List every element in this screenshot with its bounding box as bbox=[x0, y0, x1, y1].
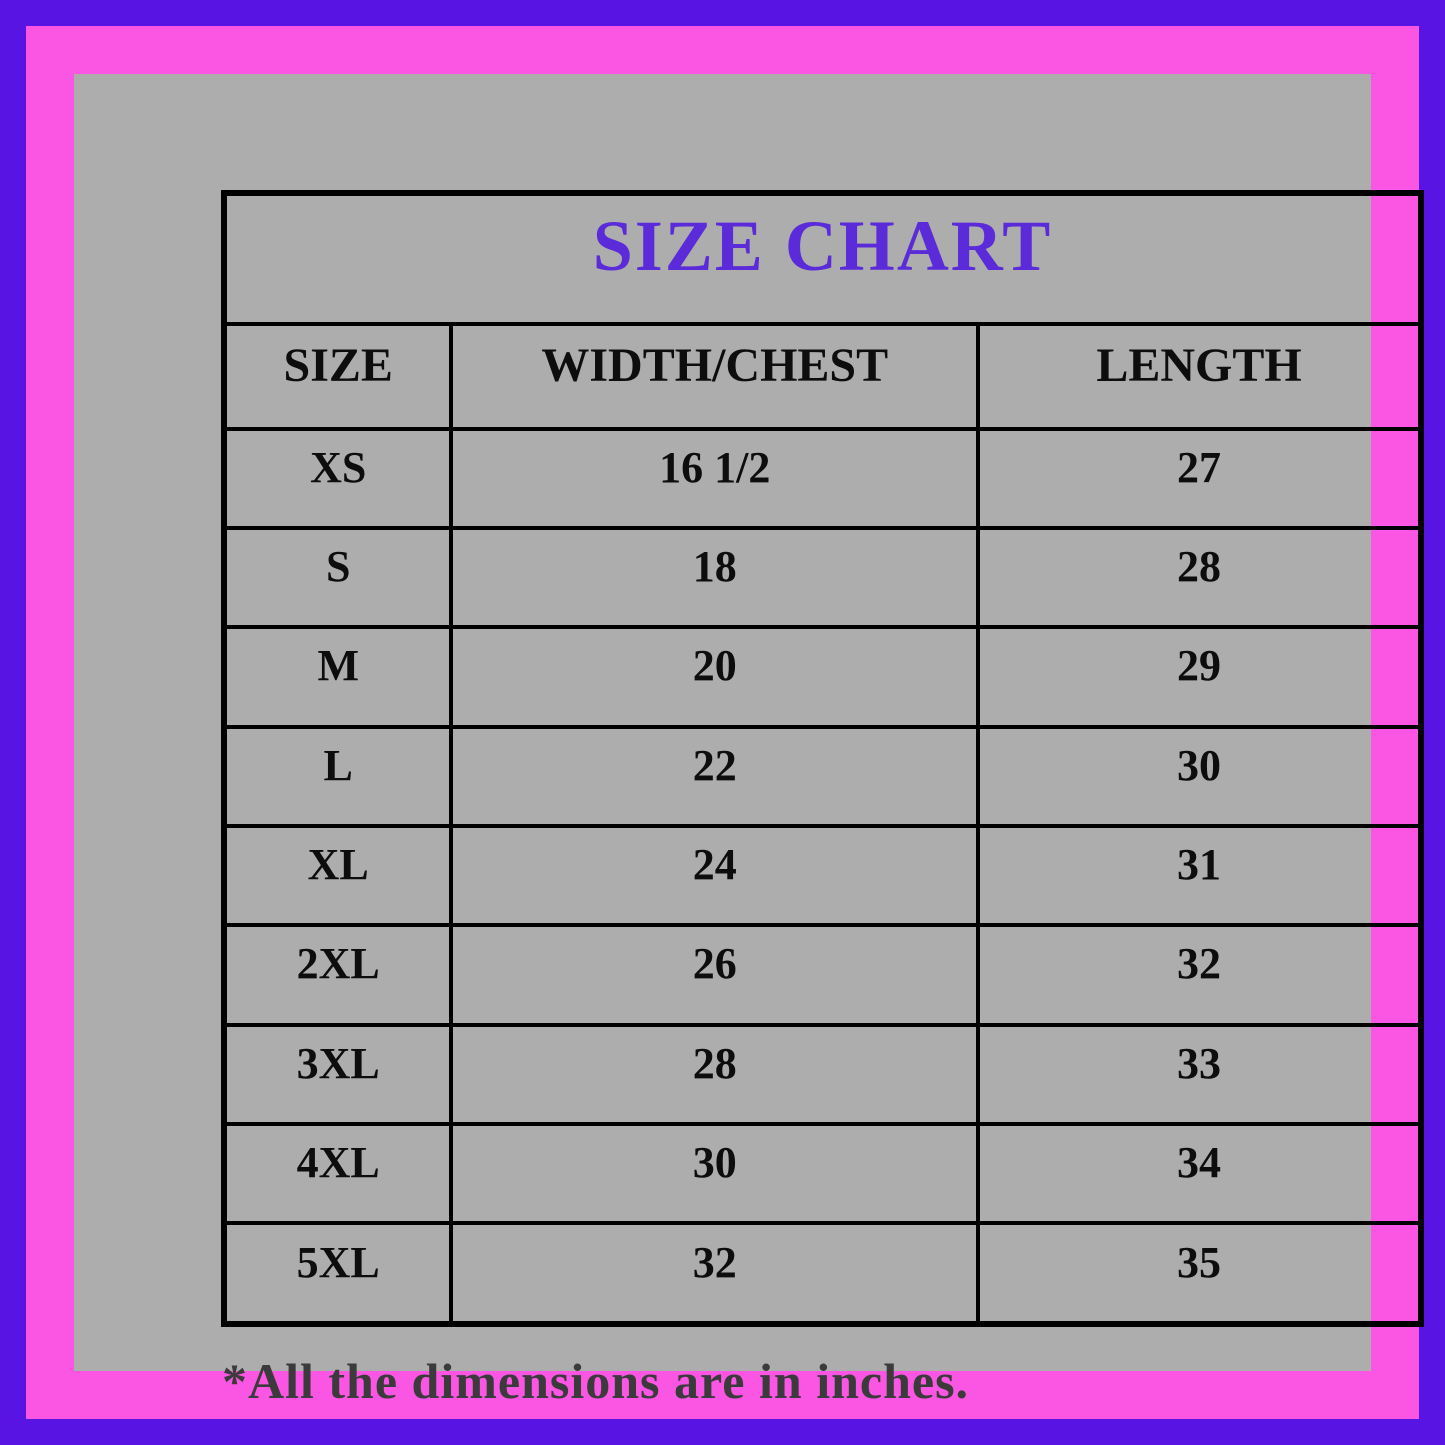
cell-width: 30 bbox=[451, 1124, 978, 1223]
column-header-length: LENGTH bbox=[978, 324, 1421, 429]
table-row-4xl bbox=[224, 1124, 1421, 1223]
cell-length: 33 bbox=[978, 1025, 1421, 1124]
cell-size: XS bbox=[224, 429, 451, 528]
table-row-s bbox=[224, 528, 1421, 627]
cell-length: 27 bbox=[978, 429, 1421, 528]
cell-size: 5XL bbox=[224, 1223, 451, 1324]
cell-width: 20 bbox=[451, 627, 978, 726]
pink-border-frame bbox=[26, 26, 1419, 1419]
footer-note: *All the dimensions are in inches. bbox=[222, 1353, 970, 1409]
cell-size: L bbox=[224, 727, 451, 826]
cell-size: 4XL bbox=[224, 1124, 451, 1223]
cell-width: 22 bbox=[451, 727, 978, 826]
cell-size: M bbox=[224, 627, 451, 726]
cell-width: 24 bbox=[451, 826, 978, 925]
cell-length: 30 bbox=[978, 727, 1421, 826]
table-row-m bbox=[224, 627, 1421, 726]
header-row bbox=[224, 324, 1421, 429]
cell-size: 3XL bbox=[224, 1025, 451, 1124]
cell-size: S bbox=[224, 528, 451, 627]
cell-length: 31 bbox=[978, 826, 1421, 925]
title-row bbox=[224, 193, 1421, 324]
column-header-size: SIZE bbox=[224, 324, 451, 429]
table-row-2xl bbox=[224, 925, 1421, 1024]
table-row-3xl bbox=[224, 1025, 1421, 1124]
page-title: SIZE CHART bbox=[224, 193, 1421, 324]
cell-width: 32 bbox=[451, 1223, 978, 1324]
cell-size: 2XL bbox=[224, 925, 451, 1024]
cell-width: 28 bbox=[451, 1025, 978, 1124]
table-row-xl bbox=[224, 826, 1421, 925]
cell-size: XL bbox=[224, 826, 451, 925]
cell-length: 29 bbox=[978, 627, 1421, 726]
size-chart-table bbox=[221, 190, 1424, 1327]
cell-width: 26 bbox=[451, 925, 978, 1024]
cell-length: 32 bbox=[978, 925, 1421, 1024]
table-row-xs bbox=[224, 429, 1421, 528]
chart-background bbox=[74, 74, 1371, 1409]
cell-length: 34 bbox=[978, 1124, 1421, 1223]
cell-length: 28 bbox=[978, 528, 1421, 627]
cell-width: 18 bbox=[451, 528, 978, 627]
cell-width: 16 1/2 bbox=[451, 429, 978, 528]
table-row-5xl bbox=[224, 1223, 1421, 1324]
table-row-l bbox=[224, 727, 1421, 826]
cell-length: 35 bbox=[978, 1223, 1421, 1324]
column-header-width: WIDTH/CHEST bbox=[451, 324, 978, 429]
